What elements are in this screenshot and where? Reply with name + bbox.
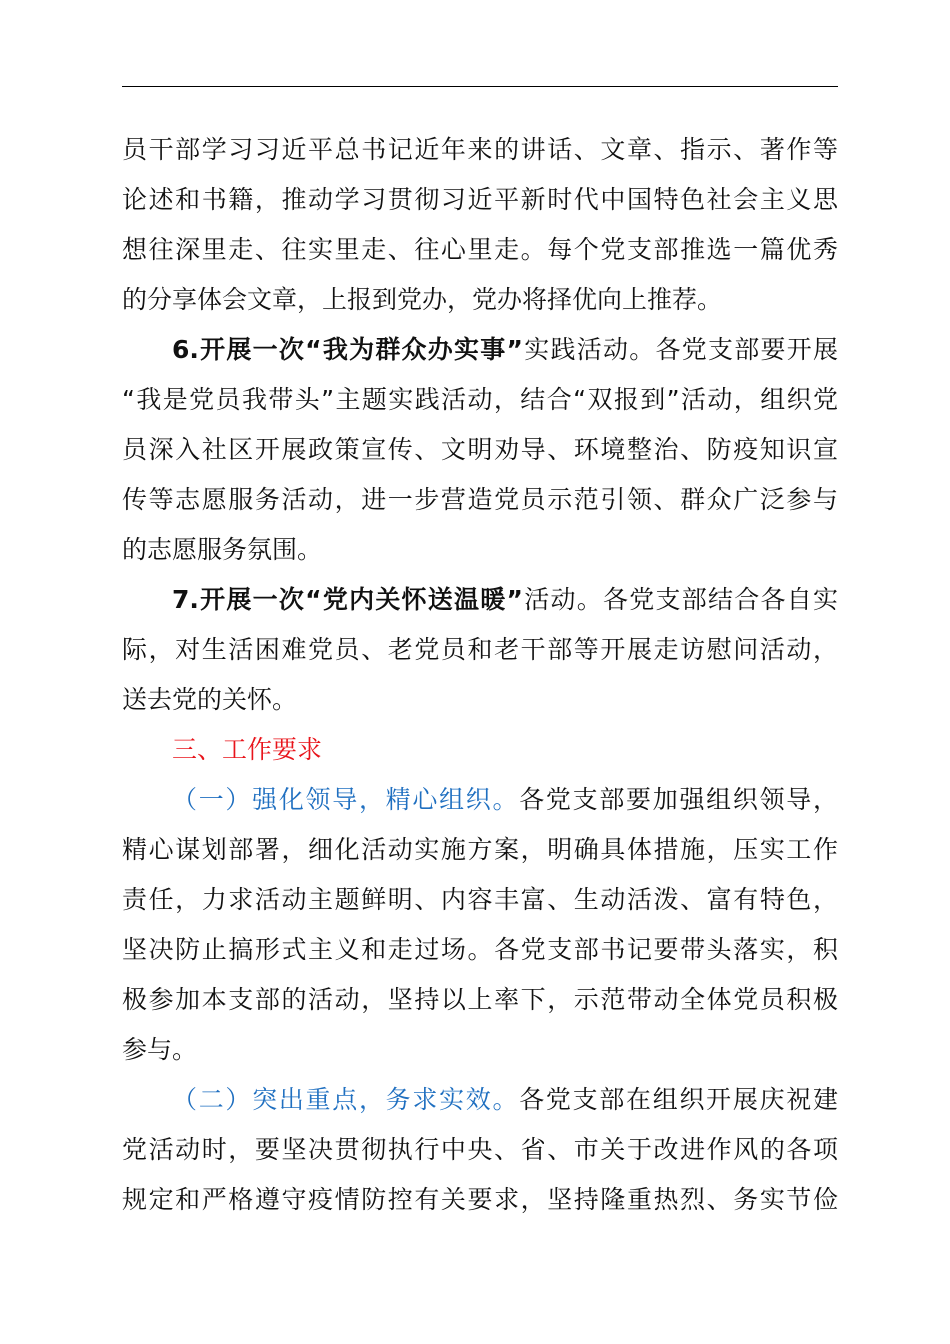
header-rule (122, 86, 838, 87)
paragraph-line: 论述和书籍，推动学习贯彻习近平新时代中国特色社会主义思 (122, 185, 838, 214)
paragraph-line: “我是党员我带头”主题实践活动，结合“双报到”活动，组织党 (122, 385, 838, 414)
subsection-1-line (122, 775, 838, 825)
subsection-2-line (122, 1075, 838, 1125)
paragraph-line: 际，对生活困难党员、老党员和老干部等开展走访慰问活动， (122, 635, 838, 664)
paragraph-line: 的志愿服务氛围。 (122, 535, 323, 564)
paragraph-line: 想往深里走、往实里走、往心里走。每个党支部推选一篇优秀 (122, 235, 838, 264)
subsection-1-heading: （一）强化领导，精心组织。 (172, 785, 520, 814)
paragraph-line: 参与。 (122, 1035, 198, 1064)
paragraph-line: 党活动时，要坚决贯彻执行中央、省、市关于改进作风的各项 (122, 1135, 838, 1164)
item-7-heading: 7.开展一次“党内关怀送温暖” (172, 585, 523, 614)
paragraph-line: 规定和严格遵守疫情防控有关要求，坚持隆重热烈、务实节俭 (122, 1185, 838, 1214)
item-6-line (122, 325, 838, 375)
item-6-text: 实践活动。各党支部要开展 (523, 335, 838, 364)
section-heading: 三、工作要求 (172, 735, 323, 764)
paragraph-line: 的分享体会文章，上报到党办，党办将择优向上推荐。 (122, 285, 723, 314)
paragraph-line: 员干部学习习近平总书记近年来的讲话、文章、指示、著作等 (122, 135, 838, 164)
subsection-2-text: 各党支部在组织开展庆祝建 (519, 1085, 838, 1114)
subsection-2-heading: （二）突出重点，务求实效。 (172, 1085, 520, 1114)
item-6-heading: 6.开展一次“我为群众办实事” (172, 335, 523, 364)
paragraph-line: 送去党的关怀。 (122, 685, 298, 714)
subsection-1-text: 各党支部要加强组织领导， (519, 785, 838, 814)
paragraph-line: 责任，力求活动主题鲜明、内容丰富、生动活泼、富有特色， (122, 885, 838, 914)
body-text (122, 125, 838, 1225)
paragraph-line: 坚决防止搞形式主义和走过场。各党支部书记要带头落实，积 (122, 935, 838, 964)
paragraph-line: 传等志愿服务活动，进一步营造党员示范引领、群众广泛参与 (122, 485, 838, 514)
paragraph-line: 极参加本支部的活动，坚持以上率下，示范带动全体党员积极 (122, 985, 838, 1014)
item-7-text: 活动。各党支部结合各自实 (523, 585, 838, 614)
item-7-line (122, 575, 838, 625)
paragraph-line: 员深入社区开展政策宣传、文明劝导、环境整治、防疫知识宣 (122, 435, 838, 464)
paragraph-line: 精心谋划部署，细化活动实施方案，明确具体措施，压实工作 (122, 835, 838, 864)
